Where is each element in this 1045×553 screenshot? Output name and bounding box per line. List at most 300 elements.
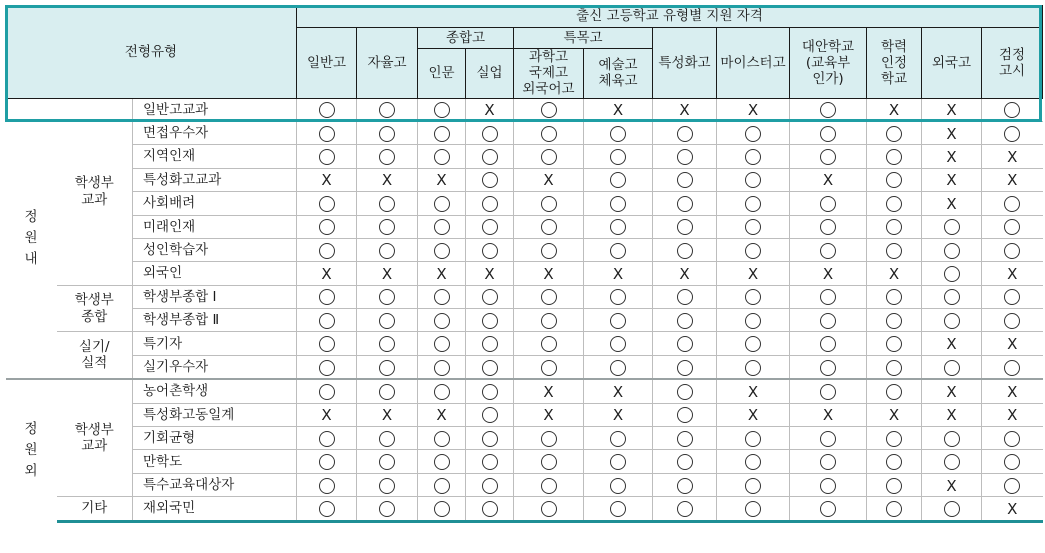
circle-mark-icon <box>1004 219 1020 235</box>
group-jeongwonoe: 정 원 외 <box>6 379 57 521</box>
eligibility-cell <box>982 215 1043 238</box>
eligibility-cell <box>584 98 653 121</box>
eligibility-cell <box>418 427 466 450</box>
circle-mark-icon <box>434 126 450 142</box>
eligibility-cell <box>514 121 584 144</box>
circle-mark-icon <box>610 289 626 305</box>
table-row <box>6 238 1043 261</box>
col-header-geomjeong: 검정 고시 <box>982 28 1043 99</box>
x-mark-icon: X <box>1007 148 1018 167</box>
eligibility-cell <box>466 238 514 261</box>
col-header-arts: 예술고 체육고 <box>584 49 653 99</box>
eligibility-cell <box>867 262 922 285</box>
circle-mark-icon <box>820 196 836 212</box>
eligibility-cell <box>466 192 514 215</box>
eligibility-cell <box>584 497 653 521</box>
circle-mark-icon <box>482 219 498 235</box>
eligibility-cell <box>418 145 466 168</box>
eligibility-cell <box>297 473 357 496</box>
eligibility-cell <box>982 450 1043 473</box>
circle-mark-icon <box>886 243 902 259</box>
eligibility-cell <box>514 355 584 379</box>
circle-mark-icon <box>319 102 335 118</box>
circle-mark-icon <box>610 313 626 329</box>
eligibility-cell <box>584 215 653 238</box>
circle-mark-icon <box>1004 360 1020 376</box>
eligibility-cell <box>418 262 466 285</box>
table-row <box>6 355 1043 379</box>
eligibility-cell <box>790 121 867 144</box>
eligibility-cell <box>717 168 790 191</box>
circle-mark-icon <box>886 336 902 352</box>
table-header <box>6 6 1043 99</box>
circle-mark-icon <box>820 126 836 142</box>
eligibility-cell <box>357 121 418 144</box>
circle-mark-icon <box>677 360 693 376</box>
circle-mark-icon <box>482 243 498 259</box>
eligibility-cell <box>297 427 357 450</box>
circle-mark-icon <box>379 313 395 329</box>
eligibility-cell <box>514 168 584 191</box>
row-label: 특성화고동일계 <box>133 403 297 426</box>
eligibility-cell <box>717 262 790 285</box>
row-label: 실기우수자 <box>133 355 297 379</box>
eligibility-cell <box>418 355 466 379</box>
eligibility-cell <box>584 473 653 496</box>
eligibility-cell <box>982 145 1043 168</box>
eligibility-cell <box>653 309 717 332</box>
eligibility-cell <box>297 98 357 121</box>
eligibility-cell <box>514 98 584 121</box>
eligibility-cell <box>790 98 867 121</box>
circle-mark-icon <box>745 196 761 212</box>
eligibility-cell <box>514 427 584 450</box>
circle-mark-icon <box>541 102 557 118</box>
circle-mark-icon <box>1004 289 1020 305</box>
circle-mark-icon <box>482 384 498 400</box>
x-mark-icon: X <box>612 264 624 283</box>
eligibility-cell <box>297 332 357 355</box>
x-mark-icon: X <box>946 148 957 167</box>
eligibility-cell <box>584 309 653 332</box>
eligibility-cell <box>790 215 867 238</box>
x-mark-icon: X <box>436 264 447 283</box>
eligibility-cell <box>982 403 1043 426</box>
circle-mark-icon <box>610 149 626 165</box>
circle-mark-icon <box>677 407 693 423</box>
col-header-sireop: 실업 <box>466 49 514 99</box>
x-mark-icon: X <box>436 171 447 190</box>
eligibility-cell <box>653 403 717 426</box>
circle-mark-icon <box>745 501 761 517</box>
circle-mark-icon <box>944 431 960 447</box>
row-label: 일반고교과 <box>133 98 297 121</box>
eligibility-cell <box>717 285 790 308</box>
circle-mark-icon <box>1004 431 1020 447</box>
circle-mark-icon <box>541 336 557 352</box>
col-header-alternative: 대안학교 (교육부 인가) <box>790 28 867 99</box>
eligibility-cell <box>514 450 584 473</box>
eligibility-cell <box>922 332 982 355</box>
circle-mark-icon <box>944 289 960 305</box>
circle-mark-icon <box>944 243 960 259</box>
eligibility-cell <box>867 238 922 261</box>
circle-mark-icon <box>886 454 902 470</box>
circle-mark-icon <box>379 243 395 259</box>
x-mark-icon: X <box>381 264 393 283</box>
eligibility-cell <box>790 309 867 332</box>
eligibility-cell <box>357 285 418 308</box>
circle-mark-icon <box>1004 196 1020 212</box>
eligibility-cell <box>584 262 653 285</box>
eligibility-cell <box>357 192 418 215</box>
circle-mark-icon <box>379 219 395 235</box>
circle-mark-icon <box>541 360 557 376</box>
eligibility-cell <box>653 192 717 215</box>
x-mark-icon: X <box>543 406 554 425</box>
circle-mark-icon <box>541 126 557 142</box>
eligibility-cell <box>466 262 514 285</box>
row-label: 기회균형 <box>133 427 297 450</box>
eligibility-cell <box>982 285 1043 308</box>
circle-mark-icon <box>434 384 450 400</box>
circle-mark-icon <box>319 384 335 400</box>
eligibility-cell <box>584 121 653 144</box>
circle-mark-icon <box>482 149 498 165</box>
subgroup-hs-jonghap: 학생부 종합 <box>57 285 133 332</box>
row-label: 학생부종합 Ⅰ <box>133 285 297 308</box>
x-mark-icon: X <box>747 382 759 401</box>
eligibility-cell <box>466 121 514 144</box>
group-header-teukmok: 특목고 <box>514 28 653 49</box>
table-row <box>6 497 1043 521</box>
eligibility-cell <box>653 332 717 355</box>
x-mark-icon: X <box>484 101 495 120</box>
x-mark-icon: X <box>888 101 900 120</box>
circle-mark-icon <box>319 478 335 494</box>
circle-mark-icon <box>319 313 335 329</box>
x-mark-icon: X <box>747 101 759 120</box>
eligibility-cell <box>867 427 922 450</box>
eligibility-cell <box>982 497 1043 521</box>
table-row <box>6 168 1043 191</box>
eligibility-cell <box>717 332 790 355</box>
row-label: 특성화고교과 <box>133 168 297 191</box>
circle-mark-icon <box>886 431 902 447</box>
circle-mark-icon <box>944 360 960 376</box>
eligibility-cell <box>514 285 584 308</box>
eligibility-cell <box>297 145 357 168</box>
circle-mark-icon <box>745 336 761 352</box>
x-mark-icon: X <box>381 406 393 425</box>
row-label: 지역인재 <box>133 145 297 168</box>
eligibility-cell <box>922 215 982 238</box>
eligibility-cell <box>867 379 922 403</box>
eligibility-cell <box>982 427 1043 450</box>
x-mark-icon: X <box>679 264 690 283</box>
eligibility-cell <box>357 262 418 285</box>
circle-mark-icon <box>610 196 626 212</box>
circle-mark-icon <box>541 243 557 259</box>
eligibility-cell <box>418 168 466 191</box>
eligibility-cell <box>418 497 466 521</box>
row-label: 사회배려 <box>133 192 297 215</box>
circle-mark-icon <box>886 172 902 188</box>
eligibility-cell <box>982 379 1043 403</box>
circle-mark-icon <box>677 149 693 165</box>
eligibility-cell <box>514 473 584 496</box>
eligibility-cell <box>357 168 418 191</box>
circle-mark-icon <box>434 243 450 259</box>
circle-mark-icon <box>820 149 836 165</box>
circle-mark-icon <box>482 289 498 305</box>
x-mark-icon: X <box>1007 382 1018 401</box>
table-row <box>6 379 1043 403</box>
circle-mark-icon <box>610 336 626 352</box>
eligibility-cell <box>514 379 584 403</box>
eligibility-cell <box>982 192 1043 215</box>
eligibility-cell <box>357 309 418 332</box>
eligibility-cell <box>982 98 1043 121</box>
eligibility-cell <box>357 379 418 403</box>
eligibility-cell <box>514 262 584 285</box>
row-label: 면접우수자 <box>133 121 297 144</box>
eligibility-cell <box>867 473 922 496</box>
col-header-hakryeok: 학력 인정 학교 <box>867 28 922 99</box>
circle-mark-icon <box>886 360 902 376</box>
circle-mark-icon <box>677 431 693 447</box>
circle-mark-icon <box>434 313 450 329</box>
circle-mark-icon <box>319 360 335 376</box>
eligibility-cell <box>514 497 584 521</box>
eligibility-cell <box>717 473 790 496</box>
circle-mark-icon <box>541 454 557 470</box>
circle-mark-icon <box>745 360 761 376</box>
circle-mark-icon <box>541 196 557 212</box>
circle-mark-icon <box>379 196 395 212</box>
circle-mark-icon <box>541 289 557 305</box>
row-label: 미래인재 <box>133 215 297 238</box>
circle-mark-icon <box>886 384 902 400</box>
eligibility-table <box>5 5 1043 523</box>
circle-mark-icon <box>677 219 693 235</box>
x-mark-icon: X <box>888 264 900 283</box>
circle-mark-icon <box>677 454 693 470</box>
circle-mark-icon <box>610 478 626 494</box>
circle-mark-icon <box>482 313 498 329</box>
x-mark-icon: X <box>946 406 957 425</box>
eligibility-cell <box>466 145 514 168</box>
eligibility-cell <box>297 215 357 238</box>
circle-mark-icon <box>944 266 960 282</box>
row-label: 외국인 <box>133 262 297 285</box>
eligibility-cell <box>790 238 867 261</box>
eligibility-cell <box>653 262 717 285</box>
eligibility-cell <box>297 121 357 144</box>
eligibility-cell <box>790 450 867 473</box>
group-jeongwonnae: 정 원 내 <box>6 98 57 379</box>
circle-mark-icon <box>434 102 450 118</box>
group-header-jonghap: 종합고 <box>418 28 514 49</box>
eligibility-cell <box>717 238 790 261</box>
x-mark-icon: X <box>1007 335 1018 354</box>
eligibility-cell <box>867 215 922 238</box>
eligibility-cell <box>418 98 466 121</box>
x-mark-icon: X <box>381 171 393 190</box>
eligibility-cell <box>584 285 653 308</box>
table-row <box>6 309 1043 332</box>
eligibility-cell <box>790 145 867 168</box>
x-mark-icon: X <box>543 264 554 283</box>
circle-mark-icon <box>745 478 761 494</box>
eligibility-cell <box>717 427 790 450</box>
eligibility-cell <box>922 309 982 332</box>
x-mark-icon: X <box>612 101 624 120</box>
table-row <box>6 427 1043 450</box>
circle-mark-icon <box>610 431 626 447</box>
circle-mark-icon <box>677 126 693 142</box>
circle-mark-icon <box>434 336 450 352</box>
eligibility-cell <box>922 168 982 191</box>
eligibility-cell <box>357 215 418 238</box>
circle-mark-icon <box>379 336 395 352</box>
eligibility-cell <box>982 309 1043 332</box>
eligibility-cell <box>357 332 418 355</box>
eligibility-cell <box>514 215 584 238</box>
table-row <box>6 262 1043 285</box>
eligibility-cell <box>357 427 418 450</box>
circle-mark-icon <box>1004 126 1020 142</box>
eligibility-cell <box>922 285 982 308</box>
eligibility-cell <box>717 497 790 521</box>
eligibility-cell <box>357 145 418 168</box>
circle-mark-icon <box>944 313 960 329</box>
circle-mark-icon <box>944 454 960 470</box>
x-mark-icon: X <box>1007 406 1018 425</box>
eligibility-cell <box>584 355 653 379</box>
eligibility-cell <box>982 355 1043 379</box>
table-row <box>6 121 1043 144</box>
eligibility-cell <box>790 285 867 308</box>
eligibility-cell <box>982 473 1043 496</box>
x-mark-icon: X <box>612 382 624 401</box>
circle-mark-icon <box>745 172 761 188</box>
eligibility-cell <box>466 98 514 121</box>
x-mark-icon: X <box>484 264 495 283</box>
circle-mark-icon <box>379 501 395 517</box>
col-header-teukseonghwa: 특성화고 <box>653 28 717 99</box>
x-mark-icon: X <box>543 382 554 401</box>
circle-mark-icon <box>434 149 450 165</box>
eligibility-cell <box>982 332 1043 355</box>
eligibility-cell <box>297 285 357 308</box>
circle-mark-icon <box>434 360 450 376</box>
x-mark-icon: X <box>822 264 834 283</box>
eligibility-cell <box>466 355 514 379</box>
eligibility-cell <box>297 238 357 261</box>
eligibility-cell <box>466 379 514 403</box>
x-mark-icon: X <box>888 406 900 425</box>
eligibility-cell <box>653 215 717 238</box>
circle-mark-icon <box>541 219 557 235</box>
circle-mark-icon <box>319 289 335 305</box>
circle-mark-icon <box>541 313 557 329</box>
circle-mark-icon <box>482 336 498 352</box>
circle-mark-icon <box>886 149 902 165</box>
circle-mark-icon <box>610 126 626 142</box>
col-header-ilban: 일반고 <box>297 28 357 99</box>
row-label: 만학도 <box>133 450 297 473</box>
circle-mark-icon <box>677 243 693 259</box>
circle-mark-icon <box>482 196 498 212</box>
eligibility-cell <box>922 121 982 144</box>
eligibility-cell <box>867 403 922 426</box>
circle-mark-icon <box>541 431 557 447</box>
eligibility-cell <box>653 98 717 121</box>
circle-mark-icon <box>745 289 761 305</box>
circle-mark-icon <box>319 431 335 447</box>
eligibility-cell <box>514 145 584 168</box>
eligibility-cell <box>418 238 466 261</box>
eligibility-cell <box>867 192 922 215</box>
eligibility-cell <box>357 355 418 379</box>
eligibility-cell <box>584 427 653 450</box>
x-mark-icon: X <box>1007 499 1018 518</box>
eligibility-header: 출신 고등학교 유형별 지원 자격 <box>297 6 1043 28</box>
x-mark-icon: X <box>946 382 957 401</box>
circle-mark-icon <box>610 454 626 470</box>
x-mark-icon: X <box>321 264 332 283</box>
eligibility-cell <box>418 332 466 355</box>
category-header: 전형유형 <box>6 6 297 99</box>
circle-mark-icon <box>319 454 335 470</box>
eligibility-cell <box>790 168 867 191</box>
x-mark-icon: X <box>1007 171 1018 190</box>
eligibility-cell <box>466 403 514 426</box>
row-label: 특수교육대상자 <box>133 473 297 496</box>
circle-mark-icon <box>434 219 450 235</box>
eligibility-cell <box>514 332 584 355</box>
circle-mark-icon <box>319 126 335 142</box>
eligibility-cell <box>584 192 653 215</box>
circle-mark-icon <box>610 243 626 259</box>
circle-mark-icon <box>610 360 626 376</box>
eligibility-cell <box>717 215 790 238</box>
x-mark-icon: X <box>747 264 759 283</box>
x-mark-icon: X <box>679 101 690 120</box>
eligibility-cell <box>466 285 514 308</box>
circle-mark-icon <box>541 149 557 165</box>
circle-mark-icon <box>482 407 498 423</box>
eligibility-cell <box>790 379 867 403</box>
eligibility-cell <box>418 473 466 496</box>
eligibility-cell <box>867 98 922 121</box>
circle-mark-icon <box>434 454 450 470</box>
subgroup-silgi: 실기/ 실적 <box>57 332 133 379</box>
eligibility-cell <box>297 309 357 332</box>
circle-mark-icon <box>820 384 836 400</box>
eligibility-cell <box>297 262 357 285</box>
circle-mark-icon <box>482 126 498 142</box>
eligibility-cell <box>357 238 418 261</box>
eligibility-cell <box>584 332 653 355</box>
eligibility-cell <box>922 145 982 168</box>
circle-mark-icon <box>745 313 761 329</box>
circle-mark-icon <box>1004 102 1020 118</box>
eligibility-cell <box>466 427 514 450</box>
subgroup-gita: 기타 <box>57 497 133 521</box>
eligibility-cell <box>922 355 982 379</box>
